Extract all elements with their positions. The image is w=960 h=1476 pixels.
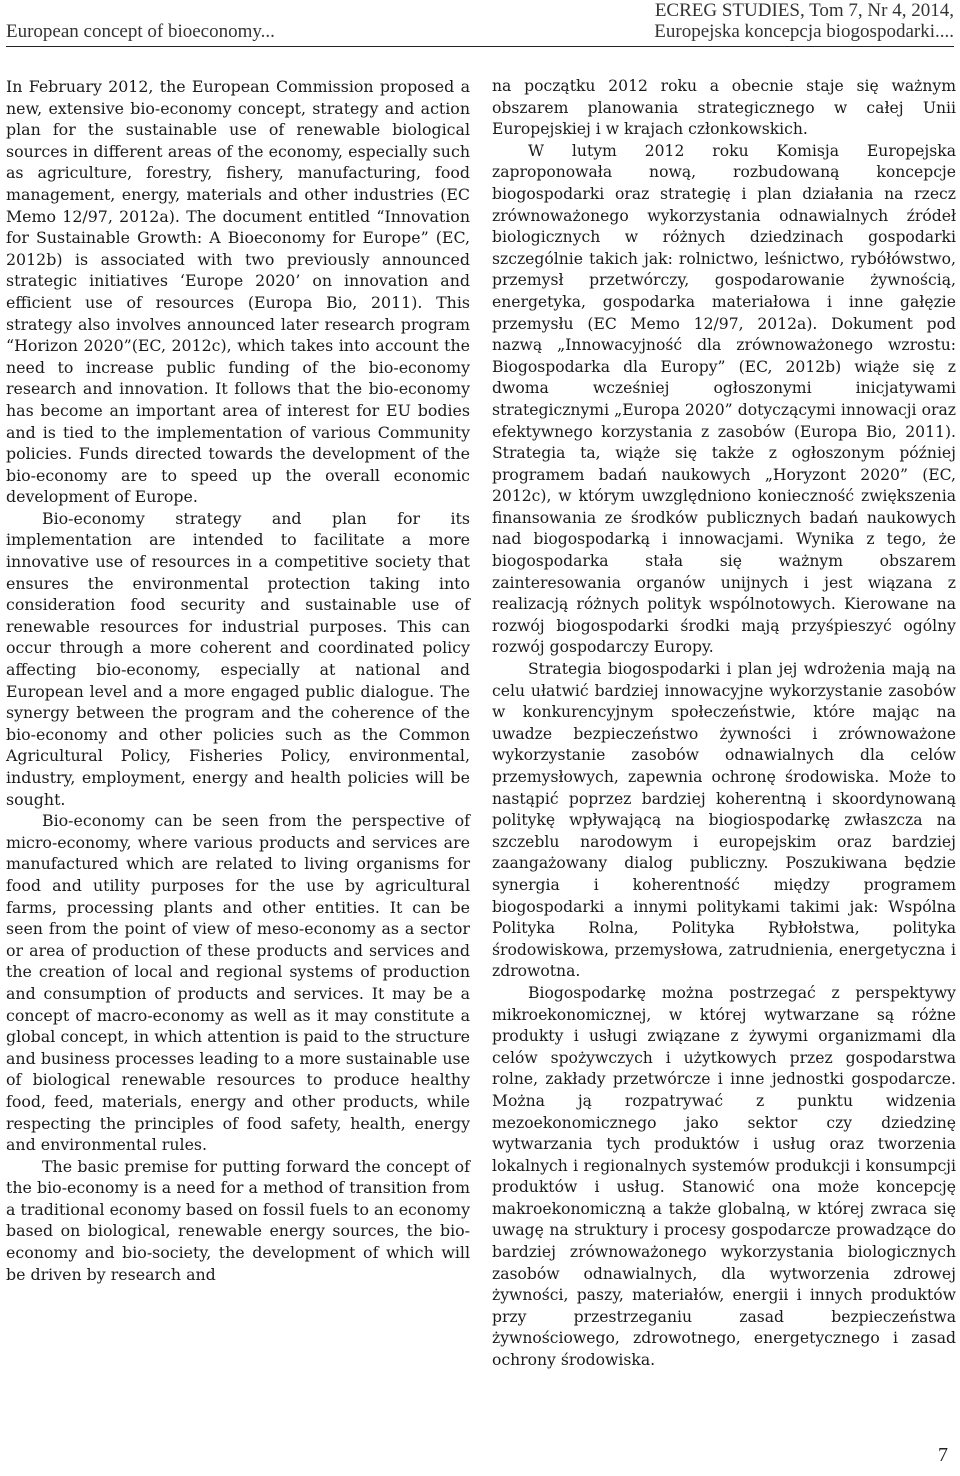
paragraph-en-3: Bio-economy can be seen from the perspective of micro-economy, where various products and services are manufactured which are related to living organisms for food and utility purposes for the use by agricultural farms, processing plants and other entities. It can be seen from the point of view of meso-economy as a sector or area of production of these products and services and the creation of local and regional systems of production and consumption of products and services. It may be a concept of macro-economy as well as it may constitute a global concept, in which attention is paid to the structure and business processes leading to a more sustainable use of biological renewable resources to produce healthy food, feed, materials, energy and other products, while respecting the principles of food safety, health, energy and environmental rules. (6, 811, 470, 1155)
paragraph-pl-2: W lutym 2012 roku Komisja Europejska zaproponowała nową, rozbudowaną koncepcje biogospodarki oraz strategię i plan działania na rzecz zrównoważonego wykorzystania odnawialnych źródeł biologicznych w różnych dziedzinach gospodarki szczególnie takich jak: rolnictwo, leśnictwo, rybółówstwo, przemysł przetwórczy, gospodarowanie żywnością, energetyka, gospodarka materiałowa i inne gałęzie przemysłu (EC Memo 12/97, 2012a). Dokument pod nazwą „Innowacyjność dla zrównoważonego wzrostu: Biogospodarka dla Europy” (EC, 2012b) wiąże się z dwoma wcześniej ogłoszonymi inicjatywami strategicznymi „Europa 2020” dotyczącymi innowacji oraz efektywnego korzystania z zasobów (Europa Bio, 2011). Strategia ta, wiąże się także z ogłoszonym później programem badań naukowych „Horyzont 2020” (EC, 2012c), w którym uwzględniono konieczność zwiększenia finansowania ze środków publicznych badań naukowych nad biogospodarką i innowacjami. Wynika z tego, że biogospodarka stała się ważnym obszarem zainteresowania organów unijnych i jest wiązana z realizacją różnych polityk wspólnotowych. Kierowane na rozwój biogospodarki środki mają przyśpieszyć ogólny rozwój gospodarczy Europy. (492, 141, 956, 657)
paragraph-pl-3: Strategia biogospodarki i plan jej wdrożenia mają na celu ułatwić bardziej innowacyjne wykorzystanie zasobów w konkurencyjnym społeczeństwie, które mając na uwadze bezpieczeństwo żywności i zrównoważone wykorzystanie zasobów odnawialnych dla celów przemysłowych, zapewnia ochronę środowiska. Może to nastąpić poprzez bardziej koherentną i skoordynowaną politykę wpływającą na biogiospodarkę zwłaszcza na szczeblu narodowym i europejskim oraz bardziej zaangażowany dialog publiczny. Poszukiwana będzie synergia i koherentność między programem biogospodarki a innymi politykami takimi jak: Wspólna Polityka Rolna, Polityka Rybłołstwa, polityka środowiskowa, przemysłowa, zatrudnienia, energetyczna i zdrowotna. (492, 660, 956, 981)
right-column-polish (492, 76, 956, 1372)
left-column-english (6, 76, 470, 1285)
paragraph-pl-4: Biogospodarkę można postrzegać z perspektywy mikroekonomicznej, w której wytwarzane są różne produkty i usługi związane z żywymi organizmami dla celów spożywczych i użytkowych przez gospodarstwa rolne, zakłady przetwórcze i inne jednostki gospodarcze. Można ją rozpatrywać z punktu widzenia mezoekonomicznego jako sektor czy dziedzinę wytwarzania tych produktów i usług oraz tworzenia lokalnych i regionalnych systemów produkcji i konsumpcji produktów i usług. Stanowić ona może koncepcję makroekonomiczną a także globalną, w której zwraca się uwagę na struktury i procesy gospodarcze prowadzące do bardziej zrównoważonego wykorzystania biologicznych zasobów odnawialnych, dla wytworzenia zdrowej żywności, paszy, materiałów, energii i innych produktów przy przestrzeganiu zasad bezpieczeństwa żywnościowego, zdrowotnego, energetycznego i zasad ochrony środowiska. (492, 983, 956, 1370)
running-header (6, 0, 954, 47)
header-right (654, 0, 954, 42)
header-polish-title: Europejska koncepcja biogospodarki.... (654, 21, 954, 42)
paragraph-pl-1: na początku 2012 roku a obecnie staje się ważnym obszarem planowania strategicznego w całej Unii Europejskiej i w krajach członkowskich. (492, 77, 956, 139)
header-journal: ECREG STUDIES, Tom 7, Nr 4, 2014, (654, 0, 954, 21)
paragraph-en-2: Bio-economy strategy and plan for its implementation are intended to facilitate a more innovative use of resources in a competitive society that ensures the environmental protection taking into consideration food security and sustainable use of renewable resources for industrial purposes. This can occur through a more coherent and coordinated policy affecting bio-economy, especially at national and European level and a more engaged public dialogue. The synergy between the program and the coherence of the bio-economy and other policies such as the Common Agricultural Policy, Fisheries Policy, environmental, industry, employment, energy and health policies will be sought. (6, 508, 470, 809)
header-left-title: European concept of bioeconomy... (6, 21, 275, 42)
page-number: 7 (938, 1444, 948, 1466)
paragraph-en-1: In February 2012, the European Commission proposed a new, extensive bio-economy concept, strategy and action plan for the sustainable use of renewable biological sources in different areas of the economy, especially such as agriculture, forestry, fishery, manufacturing, food management, energy, materials and other industries (EC Memo 12/97, 2012a). The document entitled “Innovation for Sustainable Growth: A Bioeconomy for Europe” (EC, 2012b) is associated with two previously announced strategic initiatives ‘Europe 2020’ on innovation and efficient use of resources (Europa Bio, 2011). This strategy also involves announced later research program “Horizon 2020”(EC, 2012c), which takes into account the need to increase public funding of the bio-economy research and innovation. It follows that the bio-economy has become an important area of interest for EU bodies and is tied to the implementation of various Community policies. Funds directed towards the development of the bio-economy are to speed up the overall economic development of Europe. (6, 77, 470, 507)
paragraph-en-4: The basic premise for putting forward the concept of the bio-economy is a need for a method of transition from a traditional economy based on fossil fuels to an economy based on biological, renewable energy sources, the bio-economy and bio-society, the development of which will be driven by research and (6, 1156, 470, 1284)
